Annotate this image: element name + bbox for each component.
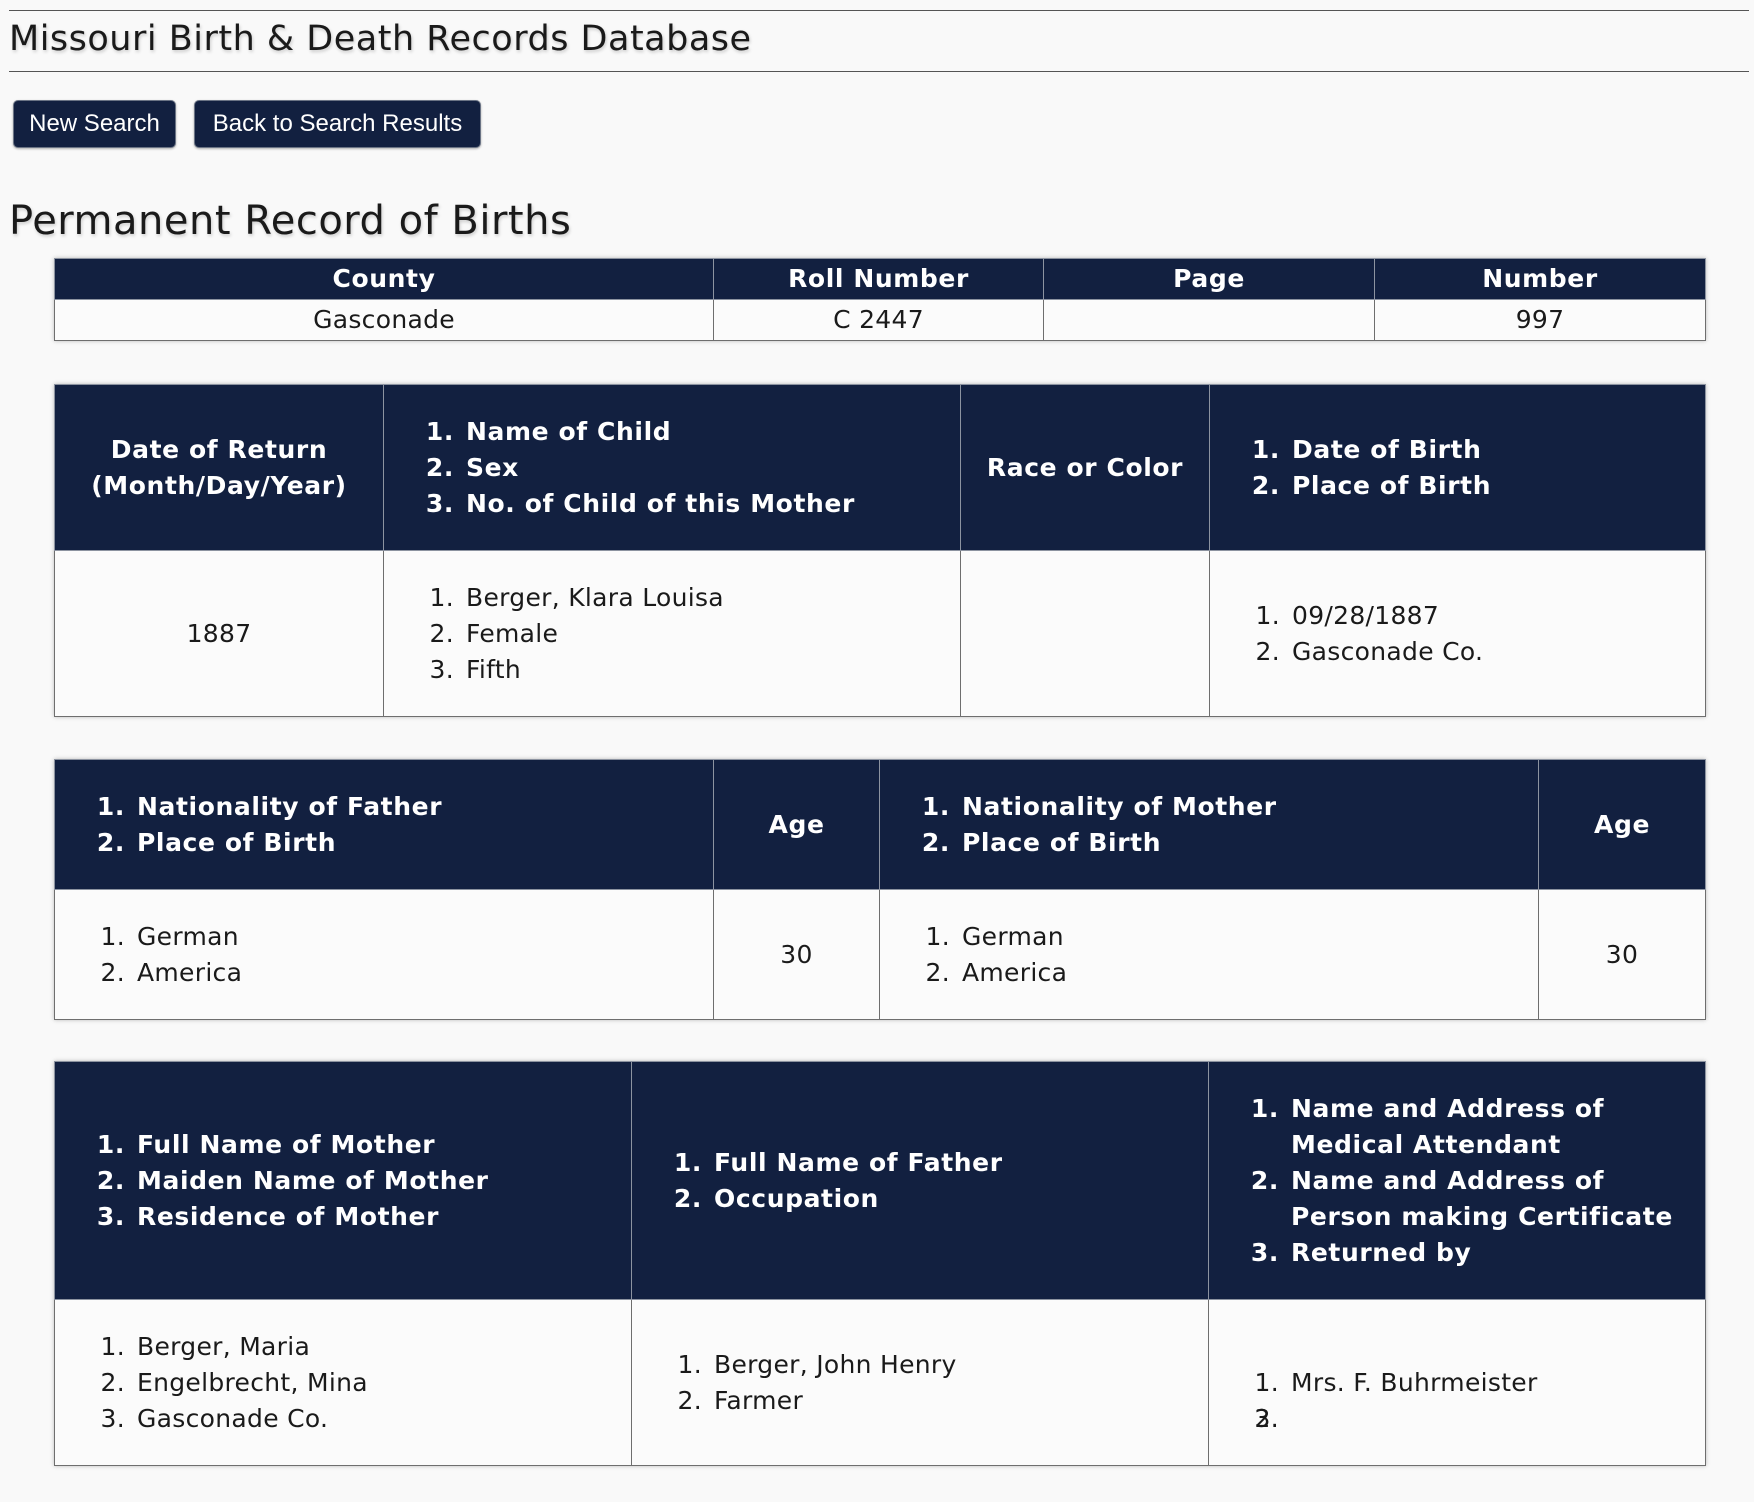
- page-header: [9, 10, 1749, 72]
- mother-nationality-header: [880, 760, 1539, 890]
- county-header: County: [55, 259, 714, 300]
- record-title: Permanent Record of Births: [9, 198, 572, 244]
- parents-names-table: [54, 1061, 1706, 1466]
- father-age-value: 30: [714, 890, 880, 1020]
- table-row: [55, 1300, 1706, 1466]
- child-info-header: [384, 385, 961, 551]
- place-of-birth-label: Place of Birth: [1292, 470, 1492, 500]
- father-full-name: Berger, John Henry: [714, 1349, 957, 1379]
- table-header-row: [55, 385, 1706, 551]
- table-row: [55, 890, 1706, 1020]
- number-value: 997: [1375, 300, 1706, 341]
- date-of-return-value: 1887: [55, 551, 384, 717]
- page-header-cell: Page: [1044, 259, 1375, 300]
- attendant-value: [1209, 1300, 1706, 1466]
- returned-by-label: Returned by: [1291, 1237, 1472, 1267]
- child-info-value: [384, 551, 961, 717]
- sex-label: Sex: [466, 452, 519, 482]
- attendant-header: [1209, 1062, 1706, 1300]
- mother-nationality: German: [962, 921, 1064, 951]
- father-nationality: German: [137, 921, 239, 951]
- mother-maiden-name-label: Maiden Name of Mother: [137, 1165, 489, 1195]
- race-value: [961, 551, 1210, 717]
- father-birthplace-label: Place of Birth: [137, 827, 337, 857]
- roll-number-header: Roll Number: [714, 259, 1044, 300]
- date-format-label: (Month/Day/Year): [91, 470, 347, 500]
- child-name-value: Berger, Klara Louisa: [466, 582, 724, 612]
- table-row: [55, 551, 1706, 717]
- father-full-name-label: Full Name of Father: [714, 1147, 1003, 1177]
- date-of-birth-label: Date of Birth: [1292, 434, 1482, 464]
- medical-attendant-label: Name and Address of Medical Attendant: [1291, 1093, 1605, 1159]
- medical-attendant: Mrs. F. Buhrmeister: [1291, 1367, 1538, 1397]
- sex-value: Female: [466, 618, 559, 648]
- child-number-value: Fifth: [466, 654, 522, 684]
- table-header-row: [55, 760, 1706, 890]
- father-names-header: [632, 1062, 1209, 1300]
- table-row: [55, 300, 1706, 341]
- birth-info-header: [1210, 385, 1706, 551]
- mother-full-name: Berger, Maria: [137, 1331, 311, 1361]
- mother-nationality-label: Nationality of Mother: [962, 791, 1277, 821]
- father-occupation: Farmer: [714, 1385, 804, 1415]
- mother-full-name-label: Full Name of Mother: [137, 1129, 436, 1159]
- father-nationality-label: Nationality of Father: [137, 791, 443, 821]
- mother-nationality-value: [880, 890, 1539, 1020]
- mother-names-header: [55, 1062, 632, 1300]
- date-of-birth-value: 09/28/1887: [1292, 600, 1440, 630]
- occupation-label: Occupation: [714, 1183, 879, 1213]
- number-header: Number: [1375, 259, 1706, 300]
- father-age-header: Age: [714, 760, 880, 890]
- mother-maiden-name: Engelbrecht, Mina: [137, 1367, 368, 1397]
- race-header: Race or Color: [961, 385, 1210, 551]
- mother-residence: Gasconade Co.: [137, 1403, 329, 1433]
- county-value: Gasconade: [55, 300, 714, 341]
- date-of-return-header: [55, 385, 384, 551]
- child-info-table: [54, 384, 1706, 717]
- father-nationality-header: [55, 760, 714, 890]
- child-name-label: Name of Child: [466, 416, 672, 446]
- birth-info-value: [1210, 551, 1706, 717]
- child-number-label: No. of Child of this Mother: [466, 488, 855, 518]
- table-header-row: [55, 259, 1706, 300]
- parents-nationality-table: [54, 759, 1706, 1020]
- certificate-maker-label: Name and Address of Person making Certificate: [1291, 1165, 1673, 1231]
- roll-number-value: C 2447: [714, 300, 1044, 341]
- father-names-value: [632, 1300, 1209, 1466]
- back-to-search-results-button[interactable]: Back to Search Results: [194, 100, 481, 148]
- mother-names-value: [55, 1300, 632, 1466]
- father-birthplace: America: [137, 957, 243, 987]
- mother-residence-label: Residence of Mother: [137, 1201, 440, 1231]
- father-nationality-value: [55, 890, 714, 1020]
- table-header-row: [55, 1062, 1706, 1300]
- mother-birthplace: America: [962, 957, 1068, 987]
- mother-birthplace-label: Place of Birth: [962, 827, 1162, 857]
- date-of-return-label: Date of Return: [110, 434, 328, 464]
- page-value: [1044, 300, 1375, 341]
- new-search-button[interactable]: New Search: [13, 100, 176, 148]
- record-meta-table: [54, 258, 1706, 341]
- place-of-birth-value: Gasconade Co.: [1292, 636, 1484, 666]
- mother-age-value: 30: [1539, 890, 1706, 1020]
- mother-age-header: Age: [1539, 760, 1706, 890]
- site-title: Missouri Birth & Death Records Database: [9, 19, 752, 59]
